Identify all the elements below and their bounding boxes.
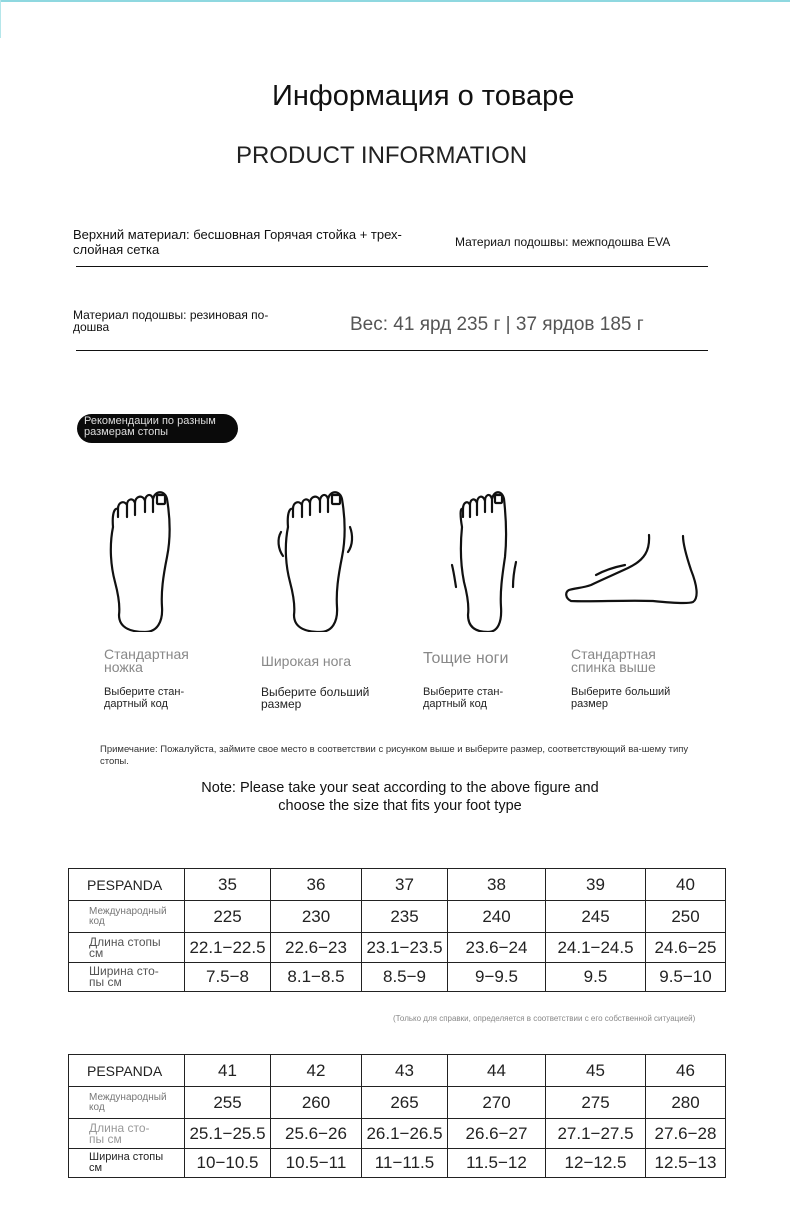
divider bbox=[76, 266, 708, 267]
size-cell: 38 bbox=[448, 869, 546, 901]
row-label-length bbox=[69, 933, 185, 963]
length-cell: 25.6−26 bbox=[271, 1119, 362, 1149]
intl-cell: 260 bbox=[271, 1087, 362, 1119]
intl-cell: 255 bbox=[185, 1087, 271, 1119]
intl-cell: 275 bbox=[546, 1087, 646, 1119]
foot-advice-line1: Выберите стан- bbox=[423, 686, 504, 698]
note-en-line2: choose the size that fits your foot type bbox=[278, 798, 522, 814]
label-line2: код bbox=[89, 915, 105, 927]
width-cell: 10.5−11 bbox=[271, 1149, 362, 1178]
recommend-badge bbox=[77, 414, 238, 443]
width-cell: 9−9.5 bbox=[448, 963, 546, 992]
foot-type-line1: Тощие ноги bbox=[423, 650, 509, 667]
length-cell: 23.6−24 bbox=[448, 933, 546, 963]
foot-advice bbox=[104, 686, 184, 710]
row-label-width bbox=[69, 1149, 185, 1178]
row-label-width bbox=[69, 963, 185, 992]
label-line1: Международный bbox=[89, 905, 167, 917]
intl-cell: 280 bbox=[646, 1087, 726, 1119]
width-cell: 12−12.5 bbox=[546, 1149, 646, 1178]
intl-cell: 225 bbox=[185, 901, 271, 933]
width-cell: 9.5 bbox=[546, 963, 646, 992]
size-cell: 46 bbox=[646, 1055, 726, 1087]
foot-advice bbox=[571, 686, 670, 710]
outsole-line2: дошва bbox=[73, 320, 110, 334]
foot-advice-line1: Выберите стан- bbox=[104, 686, 185, 698]
label-line2: код bbox=[89, 1101, 105, 1113]
label-line2: см bbox=[89, 1162, 103, 1174]
thin-foot-icon bbox=[448, 487, 528, 632]
table-row bbox=[69, 1087, 726, 1119]
table-row bbox=[69, 963, 726, 992]
upper-material-spec bbox=[73, 227, 453, 257]
table-row bbox=[69, 933, 726, 963]
foot-advice-line2: дартный код bbox=[423, 698, 487, 710]
size-table-1 bbox=[68, 868, 726, 992]
weight-spec: Вес: 41 ярд 235 г | 37 ярдов 185 г bbox=[350, 314, 644, 335]
width-cell: 8.1−8.5 bbox=[271, 963, 362, 992]
foot-advice-line2: дартный код bbox=[104, 698, 168, 710]
table-row bbox=[69, 869, 726, 901]
intl-cell: 245 bbox=[546, 901, 646, 933]
foot-advice-line1: Выберите больший bbox=[261, 685, 370, 699]
length-cell: 24.1−24.5 bbox=[546, 933, 646, 963]
width-cell: 7.5−8 bbox=[185, 963, 271, 992]
length-cell: 26.6−27 bbox=[448, 1119, 546, 1149]
size-cell: 43 bbox=[362, 1055, 448, 1087]
intl-cell: 240 bbox=[448, 901, 546, 933]
wide-foot-icon bbox=[270, 487, 360, 632]
intl-cell: 250 bbox=[646, 901, 726, 933]
page-subtitle: PRODUCT INFORMATION bbox=[236, 142, 528, 169]
upper-material-line2: слойная сетка bbox=[73, 242, 160, 257]
width-cell: 9.5−10 bbox=[646, 963, 726, 992]
size-cell: 42 bbox=[271, 1055, 362, 1087]
high-instep-foot-icon bbox=[563, 530, 703, 610]
size-cell: 37 bbox=[362, 869, 448, 901]
intl-cell: 230 bbox=[271, 901, 362, 933]
size-cell: 41 bbox=[185, 1055, 271, 1087]
label-line2: пы см bbox=[89, 1131, 122, 1146]
foot-type-label bbox=[571, 648, 656, 674]
length-cell: 24.6−25 bbox=[646, 933, 726, 963]
brand-cell: PESPANDA bbox=[69, 869, 185, 901]
foot-type-line2: спинка выше bbox=[571, 659, 656, 675]
note-en-line1: Note: Please take your seat according to the above figure and bbox=[201, 780, 599, 796]
length-cell: 23.1−23.5 bbox=[362, 933, 448, 963]
upper-material-line1: Верхний материал: бесшовная Горячая стойка + трех- bbox=[73, 227, 402, 242]
foot-type-label bbox=[104, 648, 189, 674]
width-cell: 12.5−13 bbox=[646, 1149, 726, 1178]
recommend-badge-line2: размерам стопы bbox=[84, 426, 169, 438]
row-label-intl bbox=[69, 1087, 185, 1119]
top-accent-bar bbox=[0, 0, 790, 2]
length-cell: 25.1−25.5 bbox=[185, 1119, 271, 1149]
foot-type-label bbox=[261, 655, 351, 668]
intl-cell: 235 bbox=[362, 901, 448, 933]
foot-type-line1: Широкая нога bbox=[261, 653, 352, 669]
page-title: Информация о товаре bbox=[272, 80, 575, 112]
row-label-intl bbox=[69, 901, 185, 933]
row-label-length bbox=[69, 1119, 185, 1149]
foot-type-line1: Стандартная bbox=[571, 646, 656, 662]
label-line2: пы см bbox=[89, 975, 122, 989]
table-row bbox=[69, 1055, 726, 1087]
reference-note: (Только для справки, определяется в соответствии с его собственной ситуацией) bbox=[393, 1014, 696, 1023]
foot-advice-line1: Выберите больший bbox=[571, 686, 671, 698]
size-cell: 39 bbox=[546, 869, 646, 901]
label-line1: Ширина стопы bbox=[89, 1151, 164, 1163]
table-row bbox=[69, 1149, 726, 1178]
size-cell: 35 bbox=[185, 869, 271, 901]
left-accent-bar bbox=[0, 0, 1, 38]
size-cell: 45 bbox=[546, 1055, 646, 1087]
label-line1: Международный bbox=[89, 1091, 167, 1103]
midsole-spec: Материал подошвы: межподошва EVA bbox=[455, 235, 671, 249]
length-cell: 22.1−22.5 bbox=[185, 933, 271, 963]
foot-advice bbox=[261, 686, 369, 710]
note-ru: Примечание: Пожалуйста, займите свое место в соответствии с рисунком выше и выберите размер, соответствующий ва-шему типу стопы. bbox=[100, 744, 689, 767]
outsole-spec bbox=[73, 309, 268, 333]
foot-advice-line2: размер bbox=[571, 698, 608, 710]
length-cell: 27.6−28 bbox=[646, 1119, 726, 1149]
width-cell: 8.5−9 bbox=[362, 963, 448, 992]
length-cell: 22.6−23 bbox=[271, 933, 362, 963]
foot-type-line2: ножка bbox=[104, 659, 143, 675]
standard-foot-icon bbox=[105, 487, 185, 632]
length-cell: 27.1−27.5 bbox=[546, 1119, 646, 1149]
label-line1: Ширина сто- bbox=[89, 964, 159, 978]
size-cell: 44 bbox=[448, 1055, 546, 1087]
foot-advice-line2: размер bbox=[261, 697, 302, 711]
brand-cell: PESPANDA bbox=[69, 1055, 185, 1087]
foot-type-label bbox=[423, 652, 508, 665]
width-cell: 11.5−12 bbox=[448, 1149, 546, 1178]
size-cell: 40 bbox=[646, 869, 726, 901]
foot-advice bbox=[423, 686, 503, 710]
length-cell: 26.1−26.5 bbox=[362, 1119, 448, 1149]
label-line2: см bbox=[89, 945, 104, 960]
intl-cell: 265 bbox=[362, 1087, 448, 1119]
outsole-line1: Материал подошвы: резиновая по- bbox=[73, 308, 269, 322]
label-line1: Длина сто- bbox=[89, 1120, 150, 1135]
table-row bbox=[69, 1119, 726, 1149]
width-cell: 10−10.5 bbox=[185, 1149, 271, 1178]
size-cell: 36 bbox=[271, 869, 362, 901]
label-line1: Длина стопы bbox=[89, 934, 161, 949]
recommend-badge-line1: Рекомендации по разным bbox=[84, 415, 216, 427]
width-cell: 11−11.5 bbox=[362, 1149, 448, 1178]
size-table-2 bbox=[68, 1054, 726, 1178]
intl-cell: 270 bbox=[448, 1087, 546, 1119]
divider bbox=[76, 350, 708, 351]
foot-type-line1: Стандартная bbox=[104, 646, 189, 662]
note-en bbox=[150, 779, 650, 815]
table-row bbox=[69, 901, 726, 933]
